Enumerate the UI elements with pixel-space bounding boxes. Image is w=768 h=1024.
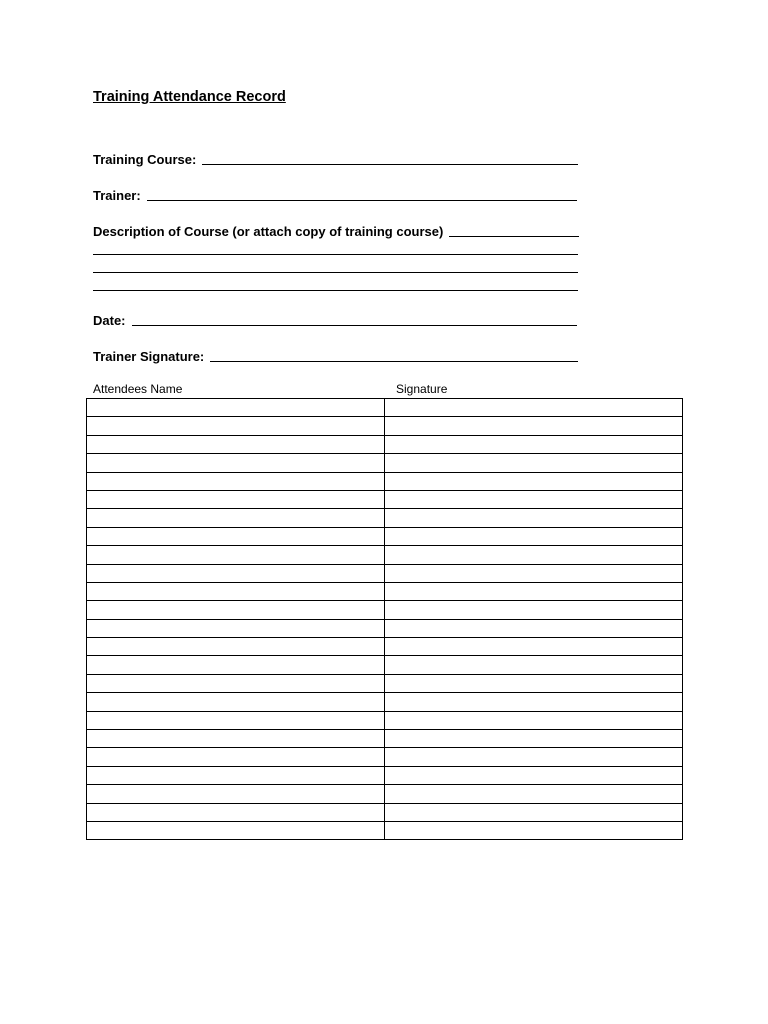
attendee-name-cell[interactable] (87, 435, 385, 453)
attendee-signature-cell[interactable] (385, 472, 683, 490)
attendee-signature-cell[interactable] (385, 711, 683, 729)
trainer-signature-field[interactable] (93, 347, 578, 365)
attendee-name-cell[interactable] (87, 490, 385, 508)
table-row (87, 748, 683, 766)
attendee-signature-cell[interactable] (385, 564, 683, 582)
attendee-signature-cell[interactable] (385, 693, 683, 711)
table-row (87, 730, 683, 748)
table-row (87, 803, 683, 821)
training-course-label: Training Course: (93, 152, 197, 167)
attendance-table-body (87, 399, 683, 840)
description-line-2[interactable] (93, 254, 578, 255)
table-row (87, 417, 683, 435)
trainer-field[interactable] (93, 186, 577, 204)
attendee-signature-cell[interactable] (385, 656, 683, 674)
attendee-signature-cell[interactable] (385, 435, 683, 453)
table-row (87, 601, 683, 619)
training-course-field[interactable] (93, 150, 578, 168)
table-row (87, 454, 683, 472)
attendee-signature-cell[interactable] (385, 821, 683, 839)
table-row (87, 766, 683, 784)
attendee-name-cell[interactable] (87, 619, 385, 637)
table-row (87, 711, 683, 729)
trainer-signature-input-line[interactable] (210, 361, 578, 362)
attendees-name-header: Attendees Name (93, 382, 183, 396)
description-line-4[interactable] (93, 290, 578, 291)
table-row (87, 674, 683, 692)
attendance-table (86, 398, 683, 840)
table-row (87, 785, 683, 803)
table-row (87, 490, 683, 508)
attendee-signature-cell[interactable] (385, 454, 683, 472)
table-row (87, 509, 683, 527)
attendee-signature-cell[interactable] (385, 527, 683, 545)
attendee-name-cell[interactable] (87, 803, 385, 821)
page-title: Training Attendance Record (93, 89, 286, 105)
attendee-signature-cell[interactable] (385, 803, 683, 821)
attendee-signature-cell[interactable] (385, 619, 683, 637)
attendee-signature-cell[interactable] (385, 730, 683, 748)
date-label: Date: (93, 313, 126, 328)
table-row (87, 546, 683, 564)
attendee-name-cell[interactable] (87, 472, 385, 490)
attendee-signature-cell[interactable] (385, 601, 683, 619)
attendee-name-cell[interactable] (87, 674, 385, 692)
table-row (87, 821, 683, 839)
attendee-name-cell[interactable] (87, 509, 385, 527)
attendee-signature-cell[interactable] (385, 785, 683, 803)
attendee-name-cell[interactable] (87, 711, 385, 729)
table-row (87, 399, 683, 417)
date-field[interactable] (93, 311, 577, 329)
table-row (87, 435, 683, 453)
attendee-name-cell[interactable] (87, 564, 385, 582)
attendee-signature-cell[interactable] (385, 638, 683, 656)
table-row (87, 619, 683, 637)
trainer-input-line[interactable] (147, 200, 577, 201)
attendee-name-cell[interactable] (87, 656, 385, 674)
attendee-name-cell[interactable] (87, 748, 385, 766)
table-row (87, 656, 683, 674)
table-row (87, 693, 683, 711)
attendee-signature-cell[interactable] (385, 546, 683, 564)
table-row (87, 527, 683, 545)
attendee-name-cell[interactable] (87, 582, 385, 600)
attendee-name-cell[interactable] (87, 527, 385, 545)
attendee-name-cell[interactable] (87, 601, 385, 619)
attendee-name-cell[interactable] (87, 454, 385, 472)
attendee-signature-cell[interactable] (385, 417, 683, 435)
attendee-name-cell[interactable] (87, 730, 385, 748)
attendee-name-cell[interactable] (87, 785, 385, 803)
attendee-name-cell[interactable] (87, 417, 385, 435)
table-row (87, 564, 683, 582)
description-field[interactable] (93, 222, 579, 240)
attendee-name-cell[interactable] (87, 821, 385, 839)
trainer-label: Trainer: (93, 188, 141, 203)
attendee-name-cell[interactable] (87, 638, 385, 656)
date-input-line[interactable] (132, 325, 577, 326)
table-row (87, 638, 683, 656)
table-row (87, 472, 683, 490)
attendee-name-cell[interactable] (87, 399, 385, 417)
attendee-name-cell[interactable] (87, 546, 385, 564)
attendee-signature-cell[interactable] (385, 582, 683, 600)
attendee-signature-cell[interactable] (385, 766, 683, 784)
signature-header: Signature (396, 382, 448, 396)
description-line-3[interactable] (93, 272, 578, 273)
trainer-signature-label: Trainer Signature: (93, 349, 205, 364)
attendee-signature-cell[interactable] (385, 748, 683, 766)
attendee-signature-cell[interactable] (385, 509, 683, 527)
attendee-name-cell[interactable] (87, 693, 385, 711)
description-input-line[interactable] (449, 236, 579, 237)
attendee-signature-cell[interactable] (385, 674, 683, 692)
attendee-name-cell[interactable] (87, 766, 385, 784)
description-label: Description of Course (or attach copy of training course) (93, 224, 444, 239)
attendee-signature-cell[interactable] (385, 490, 683, 508)
training-course-input-line[interactable] (202, 164, 578, 165)
attendee-signature-cell[interactable] (385, 399, 683, 417)
table-row (87, 582, 683, 600)
